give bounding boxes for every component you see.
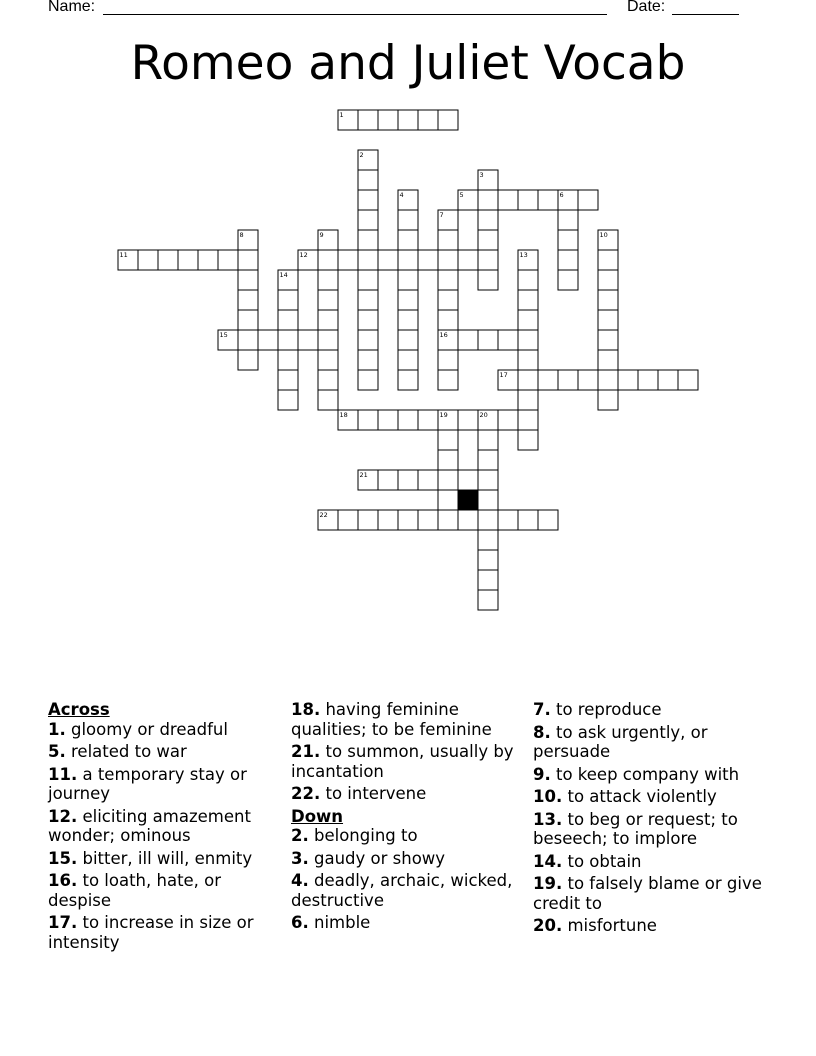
cell-number: 22 bbox=[319, 511, 328, 519]
grid-cell[interactable] bbox=[598, 250, 618, 270]
grid-cell[interactable] bbox=[358, 270, 378, 290]
name-label: Name: bbox=[48, 0, 96, 15]
grid-cell[interactable] bbox=[398, 510, 418, 530]
grid-block-cell bbox=[458, 490, 478, 510]
grid-cell[interactable] bbox=[478, 530, 498, 550]
clue-text: nimble bbox=[308, 913, 371, 932]
grid-cell[interactable] bbox=[478, 590, 498, 610]
grid-cell[interactable] bbox=[398, 470, 418, 490]
grid-cell[interactable] bbox=[498, 410, 518, 430]
clue-item bbox=[48, 720, 280, 740]
clue-number: 9. bbox=[533, 764, 551, 784]
clue-item bbox=[291, 871, 523, 910]
grid-cell[interactable] bbox=[418, 470, 438, 490]
clue-number: 14. bbox=[533, 851, 563, 871]
clue-number: 7. bbox=[533, 700, 551, 719]
grid-cell[interactable] bbox=[358, 210, 378, 230]
clue-text: to increase in size or intensity bbox=[48, 913, 254, 952]
clue-number: 20. bbox=[533, 916, 563, 935]
grid-cell[interactable] bbox=[278, 390, 298, 410]
grid-cell[interactable] bbox=[478, 270, 498, 290]
clue-text: deadly, archaic, wicked, destructive bbox=[291, 871, 513, 910]
clue-item bbox=[533, 916, 765, 936]
grid-cell[interactable] bbox=[518, 290, 538, 310]
clue-item bbox=[48, 807, 280, 846]
grid-cell[interactable] bbox=[558, 210, 578, 230]
grid-cell[interactable] bbox=[438, 110, 458, 130]
clue-item bbox=[291, 742, 523, 781]
clue-text: to intervene bbox=[320, 784, 427, 803]
clue-text: a temporary stay or journey bbox=[48, 764, 247, 803]
grid-cell[interactable] bbox=[378, 250, 398, 270]
cell-number: 14 bbox=[279, 271, 288, 279]
grid-cell[interactable] bbox=[318, 350, 338, 370]
grid-cell[interactable] bbox=[358, 250, 378, 270]
grid-cell[interactable] bbox=[238, 310, 258, 330]
grid-cell[interactable] bbox=[598, 330, 618, 350]
grid-cell[interactable] bbox=[358, 410, 378, 430]
clue-text: bitter, ill will, enmity bbox=[77, 848, 253, 868]
grid-cell[interactable] bbox=[558, 230, 578, 250]
clue-item bbox=[48, 849, 280, 869]
grid-cell[interactable] bbox=[358, 310, 378, 330]
grid-cell[interactable] bbox=[398, 370, 418, 390]
grid-cell[interactable] bbox=[518, 190, 538, 210]
cell-number: 21 bbox=[359, 471, 368, 479]
grid-cell[interactable] bbox=[478, 430, 498, 450]
grid-cell[interactable] bbox=[438, 470, 458, 490]
clue-item bbox=[291, 700, 523, 739]
grid-cell[interactable] bbox=[278, 350, 298, 370]
grid-cell[interactable] bbox=[238, 350, 258, 370]
clue-text: gloomy or dreadful bbox=[65, 719, 228, 739]
grid-cell[interactable] bbox=[618, 370, 638, 390]
grid-cell[interactable] bbox=[518, 270, 538, 290]
clue-item bbox=[533, 874, 765, 913]
grid-cell[interactable] bbox=[318, 270, 338, 290]
grid-cell[interactable] bbox=[438, 230, 458, 250]
clue-item bbox=[48, 913, 280, 952]
grid-cell[interactable] bbox=[578, 190, 598, 210]
clue-number: 18. bbox=[291, 700, 321, 719]
grid-cell[interactable] bbox=[438, 450, 458, 470]
grid-cell[interactable] bbox=[358, 370, 378, 390]
grid-cell[interactable] bbox=[478, 570, 498, 590]
grid-cell[interactable] bbox=[598, 270, 618, 290]
grid-cell[interactable] bbox=[478, 470, 498, 490]
grid-cell[interactable] bbox=[538, 190, 558, 210]
cell-number: 19 bbox=[439, 411, 448, 419]
grid-cell[interactable] bbox=[598, 290, 618, 310]
cell-number: 11 bbox=[119, 251, 128, 259]
grid-cell[interactable] bbox=[358, 290, 378, 310]
grid-cell[interactable] bbox=[158, 250, 178, 270]
grid-cell[interactable] bbox=[398, 350, 418, 370]
grid-cell[interactable] bbox=[198, 250, 218, 270]
clue-number: 22. bbox=[291, 784, 321, 803]
grid-cell[interactable] bbox=[278, 370, 298, 390]
clue-text: to falsely blame or give credit to bbox=[533, 874, 762, 913]
clue-text: gaudy or showy bbox=[308, 848, 446, 868]
clue-number: 21. bbox=[291, 742, 321, 761]
grid-cell[interactable] bbox=[518, 510, 538, 530]
grid-cell[interactable] bbox=[478, 330, 498, 350]
clue-item bbox=[291, 849, 523, 869]
grid-cell[interactable] bbox=[258, 330, 278, 350]
grid-cell[interactable] bbox=[518, 330, 538, 350]
clue-number: 11. bbox=[48, 764, 78, 784]
clue-item bbox=[291, 784, 523, 804]
grid-cell[interactable] bbox=[278, 330, 298, 350]
clue-number: 10. bbox=[533, 787, 563, 806]
grid-cell[interactable] bbox=[358, 190, 378, 210]
grid-cell[interactable] bbox=[558, 250, 578, 270]
grid-cell[interactable] bbox=[358, 330, 378, 350]
grid-cell[interactable] bbox=[538, 510, 558, 530]
clues-column-1 bbox=[48, 700, 280, 955]
grid-cell[interactable] bbox=[538, 370, 558, 390]
grid-cell[interactable] bbox=[438, 310, 458, 330]
cell-number: 15 bbox=[219, 331, 228, 339]
grid-cell[interactable] bbox=[378, 510, 398, 530]
cell-number: 4 bbox=[399, 191, 404, 199]
grid-cell[interactable] bbox=[518, 350, 538, 370]
clue-number: 19. bbox=[533, 874, 563, 893]
grid-cell[interactable] bbox=[478, 250, 498, 270]
clue-text: related to war bbox=[65, 742, 187, 761]
cell-number: 1 bbox=[339, 111, 344, 119]
grid-cell[interactable] bbox=[438, 490, 458, 510]
cell-number: 5 bbox=[459, 191, 464, 199]
grid-cell[interactable] bbox=[318, 390, 338, 410]
grid-cell[interactable] bbox=[278, 310, 298, 330]
grid-cell[interactable] bbox=[598, 390, 618, 410]
clue-number: 17. bbox=[48, 913, 78, 932]
grid-cell[interactable] bbox=[238, 270, 258, 290]
grid-cell[interactable] bbox=[238, 250, 258, 270]
grid-cell[interactable] bbox=[558, 270, 578, 290]
clue-number: 6. bbox=[291, 913, 309, 932]
grid-cell[interactable] bbox=[658, 370, 678, 390]
grid-cell[interactable] bbox=[398, 210, 418, 230]
clue-number: 12. bbox=[48, 806, 78, 826]
cell-number: 3 bbox=[479, 171, 484, 179]
grid-cell[interactable] bbox=[218, 250, 238, 270]
grid-cell[interactable] bbox=[478, 190, 498, 210]
grid-cell[interactable] bbox=[398, 290, 418, 310]
cell-number: 10 bbox=[599, 231, 608, 239]
grid-cell[interactable] bbox=[398, 230, 418, 250]
grid-cell[interactable] bbox=[398, 310, 418, 330]
grid-cell[interactable] bbox=[438, 370, 458, 390]
grid-cell[interactable] bbox=[358, 350, 378, 370]
clues-column-3 bbox=[533, 700, 765, 939]
grid-cell[interactable] bbox=[398, 110, 418, 130]
grid-cell[interactable] bbox=[378, 470, 398, 490]
grid-cell[interactable] bbox=[418, 110, 438, 130]
grid-cell[interactable] bbox=[318, 370, 338, 390]
grid-cell[interactable] bbox=[398, 410, 418, 430]
grid-cell[interactable] bbox=[678, 370, 698, 390]
grid-cell[interactable] bbox=[498, 510, 518, 530]
section-heading: Down bbox=[291, 806, 344, 826]
clue-text: having feminine qualities; to be feminine bbox=[291, 700, 492, 739]
cell-number: 16 bbox=[439, 331, 448, 339]
grid-cell[interactable] bbox=[278, 290, 298, 310]
grid-cell[interactable] bbox=[458, 330, 478, 350]
grid-cell[interactable] bbox=[338, 250, 358, 270]
page-title: Romeo and Juliet Vocab bbox=[130, 36, 686, 91]
grid-cell[interactable] bbox=[378, 410, 398, 430]
grid-cell[interactable] bbox=[458, 510, 478, 530]
grid-cell[interactable] bbox=[478, 230, 498, 250]
grid-cell[interactable] bbox=[358, 170, 378, 190]
clue-item bbox=[533, 810, 765, 849]
grid-cell[interactable] bbox=[418, 410, 438, 430]
clue-item bbox=[48, 871, 280, 910]
cell-number: 18 bbox=[339, 411, 348, 419]
grid-cell[interactable] bbox=[298, 330, 318, 350]
clue-text: to obtain bbox=[562, 851, 642, 871]
grid-cell[interactable] bbox=[518, 430, 538, 450]
cell-number: 12 bbox=[299, 251, 308, 259]
grid-cell[interactable] bbox=[438, 250, 458, 270]
grid-cell[interactable] bbox=[378, 110, 398, 130]
grid-cell[interactable] bbox=[518, 310, 538, 330]
cell-number: 20 bbox=[479, 411, 488, 419]
grid-cell[interactable] bbox=[478, 510, 498, 530]
cell-number: 8 bbox=[239, 231, 244, 239]
clue-text: to attack violently bbox=[562, 787, 717, 806]
clue-text: to ask urgently, or persuade bbox=[533, 722, 708, 761]
section-heading: Across bbox=[48, 700, 110, 719]
grid-cell[interactable] bbox=[318, 250, 338, 270]
cell-number: 17 bbox=[499, 371, 508, 379]
clue-text: to beg or request; to beseech; to implore bbox=[533, 809, 738, 848]
grid-cell[interactable] bbox=[438, 430, 458, 450]
grid-cell[interactable] bbox=[498, 190, 518, 210]
clue-text: belonging to bbox=[308, 826, 418, 845]
grid-cell[interactable] bbox=[478, 210, 498, 230]
clue-number: 15. bbox=[48, 848, 78, 868]
grid-cell[interactable] bbox=[418, 510, 438, 530]
clues-column-2 bbox=[291, 700, 523, 936]
clue-item bbox=[291, 826, 523, 846]
grid-cell[interactable] bbox=[398, 270, 418, 290]
grid-cell[interactable] bbox=[318, 330, 338, 350]
grid-cell[interactable] bbox=[478, 490, 498, 510]
clue-number: 13. bbox=[533, 809, 563, 829]
clue-number: 3. bbox=[291, 848, 309, 868]
clue-item bbox=[533, 852, 765, 872]
clue-item bbox=[533, 787, 765, 807]
grid-cell[interactable] bbox=[238, 290, 258, 310]
grid-cell[interactable] bbox=[358, 510, 378, 530]
grid-cell[interactable] bbox=[598, 350, 618, 370]
cell-number: 9 bbox=[319, 231, 324, 239]
clue-text: to keep company with bbox=[550, 764, 740, 784]
clue-number: 5. bbox=[48, 742, 66, 761]
grid-cell[interactable] bbox=[458, 250, 478, 270]
clue-text: eliciting amazement wonder; ominous bbox=[48, 806, 251, 845]
cell-number: 13 bbox=[519, 251, 528, 259]
grid-cell[interactable] bbox=[438, 350, 458, 370]
clue-text: to summon, usually by incantation bbox=[291, 742, 514, 781]
grid-cell[interactable] bbox=[598, 370, 618, 390]
clue-number: 2. bbox=[291, 826, 309, 845]
cell-number: 6 bbox=[559, 191, 564, 199]
grid-cell[interactable] bbox=[458, 470, 478, 490]
grid-cell[interactable] bbox=[438, 270, 458, 290]
grid-cell[interactable] bbox=[178, 250, 198, 270]
clue-item bbox=[533, 765, 765, 785]
clue-text: to loath, hate, or despise bbox=[48, 871, 222, 910]
clue-number: 1. bbox=[48, 719, 66, 739]
grid-cell[interactable] bbox=[638, 370, 658, 390]
date-label: Date: bbox=[627, 0, 666, 15]
grid-cell[interactable] bbox=[358, 110, 378, 130]
grid-cell[interactable] bbox=[518, 370, 538, 390]
grid-cell[interactable] bbox=[578, 370, 598, 390]
grid-cell[interactable] bbox=[478, 550, 498, 570]
cell-number: 7 bbox=[439, 211, 444, 219]
grid-cell[interactable] bbox=[398, 330, 418, 350]
clue-item bbox=[533, 700, 765, 720]
grid-cell[interactable] bbox=[338, 510, 358, 530]
clue-item bbox=[48, 765, 280, 804]
grid-cell[interactable] bbox=[398, 250, 418, 270]
clue-text: to reproduce bbox=[550, 700, 662, 719]
clue-number: 16. bbox=[48, 871, 78, 890]
clue-item bbox=[291, 913, 523, 933]
clue-item bbox=[533, 723, 765, 762]
grid-cell[interactable] bbox=[318, 290, 338, 310]
grid-cell[interactable] bbox=[598, 310, 618, 330]
grid-cell[interactable] bbox=[498, 330, 518, 350]
grid-cell[interactable] bbox=[438, 290, 458, 310]
grid-cell[interactable] bbox=[138, 250, 158, 270]
grid-cell[interactable] bbox=[318, 310, 338, 330]
grid-cell[interactable] bbox=[478, 450, 498, 470]
grid-cell[interactable] bbox=[238, 330, 258, 350]
clue-item bbox=[48, 742, 280, 762]
grid-cell[interactable] bbox=[518, 390, 538, 410]
grid-cell[interactable] bbox=[438, 510, 458, 530]
grid-cell[interactable] bbox=[458, 410, 478, 430]
grid-cell[interactable] bbox=[358, 230, 378, 250]
clue-number: 4. bbox=[291, 871, 309, 890]
grid-cell[interactable] bbox=[518, 410, 538, 430]
clue-text: misfortune bbox=[562, 916, 657, 935]
cell-number: 2 bbox=[359, 151, 364, 159]
grid-cell[interactable] bbox=[558, 370, 578, 390]
clue-number: 8. bbox=[533, 722, 551, 742]
grid-cell[interactable] bbox=[418, 250, 438, 270]
